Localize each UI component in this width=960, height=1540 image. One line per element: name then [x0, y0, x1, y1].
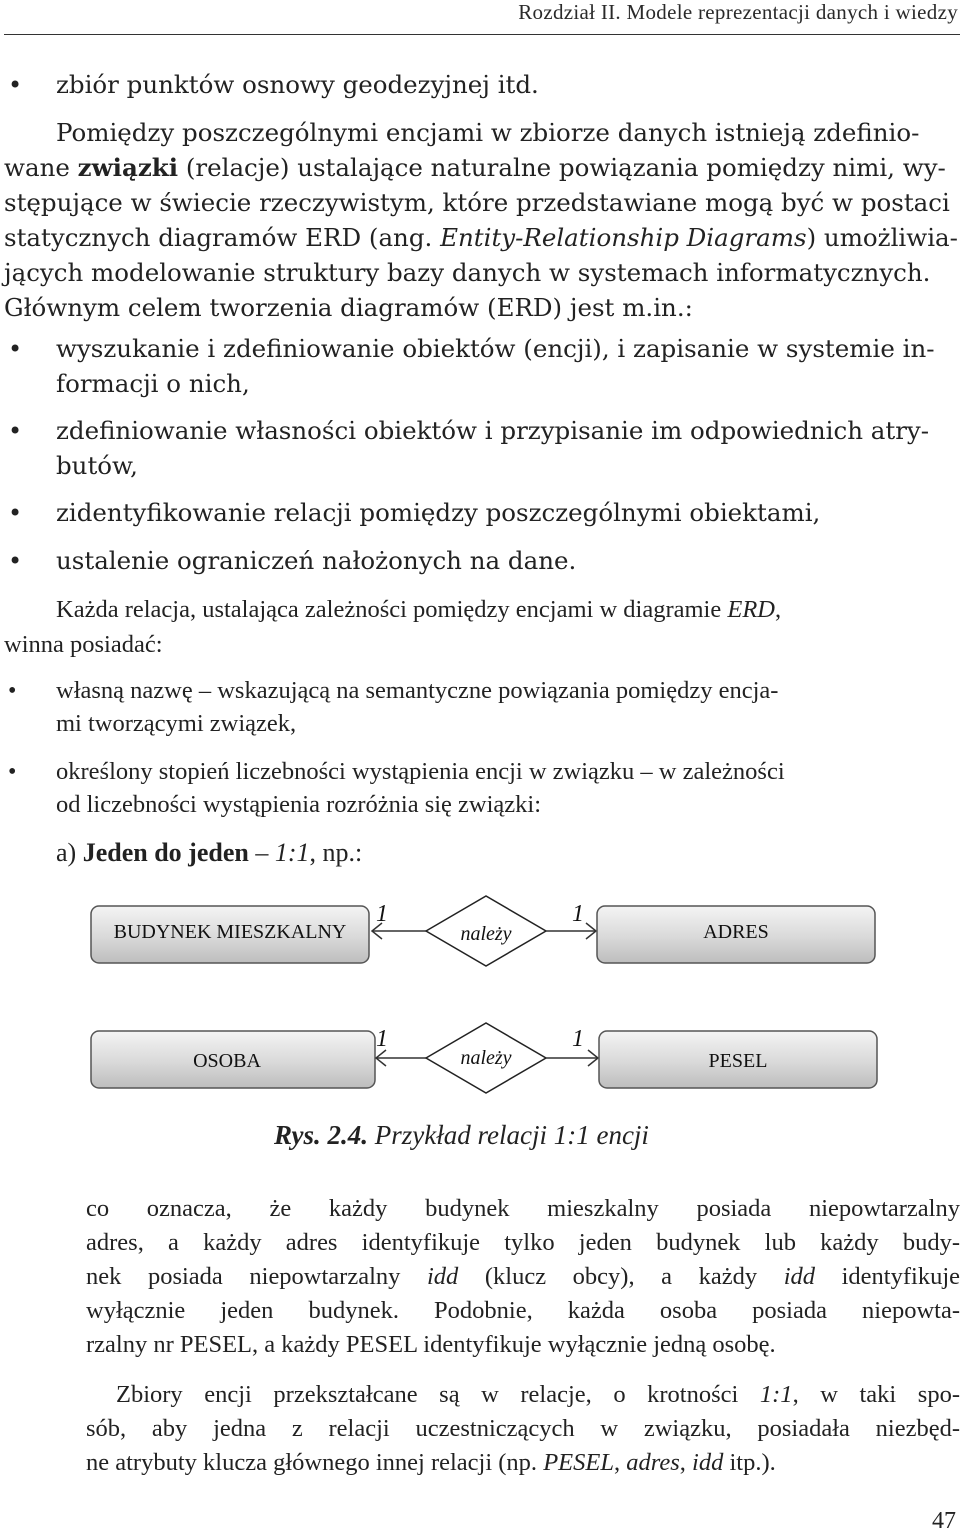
text-line: nek posiada niepowtarzalny idd (klucz obcy), a każdy idd identyfikuje	[86, 1263, 960, 1290]
text-line: adres, a każdy adres identyfikuje tylko jeden budynek lub każdy budy-	[86, 1229, 960, 1256]
text-line: Zbiory encji przekształcane są w relacje, o krotności 1:1, w taki spo-	[116, 1381, 960, 1408]
list-item: ustalenie ograniczeń nałożonych na dane.	[56, 546, 577, 575]
list-item: własną nazwę – wskazującą na semantyczne powiązania pomiędzy encja-	[56, 677, 779, 704]
term-bold: związki	[77, 153, 179, 182]
sub-heading-one-to-one: a) Jeden do jeden – 1:1, np.:	[56, 838, 363, 867]
list-item-text: zbiór punktów osnowy geodezyjnej itd.	[56, 70, 539, 99]
list-item	[56, 68, 539, 102]
text-line: rzalny nr PESEL, a każdy PESEL identyfikuje wyłącznie jedną osobę.	[86, 1331, 776, 1358]
text-line: jących modelowanie struktury bazy danych w systemach informatycznych.	[4, 258, 931, 287]
cardinality-left: 1	[376, 1026, 388, 1052]
header-rule	[4, 34, 960, 35]
text-line: statycznych diagramów ERD (ang. Entity-Relationship Diagrams) umożliwia-	[4, 223, 958, 252]
text-line: mi tworzącymi związek,	[56, 710, 297, 737]
text-line: Pomiędzy poszczególnymi encjami w zbiorze danych istnieją zdefinio-	[56, 118, 920, 147]
text-line: butów,	[56, 451, 138, 480]
entity-label-left: OSOBA	[193, 1050, 261, 1072]
er-row	[91, 896, 875, 966]
cardinality-right: 1	[572, 901, 584, 927]
text-line: stępujące w świecie rzeczywistym, które przedstawiane mogą być w postaci	[4, 188, 950, 217]
text-line: wyłącznie jeden budynek. Podobnie, każda osoba posiada niepowta-	[86, 1297, 960, 1324]
list-item: zidentyfikowanie relacji pomiędzy poszczególnymi obiektami,	[56, 498, 821, 527]
entity-label-left: BUDYNEK MIESZKALNY	[113, 921, 347, 943]
text-line: wane związki (relacje) ustalające naturalne powiązania pomiędzy nimi, wy-	[4, 153, 946, 182]
list-item: wyszukanie i zdefiniowanie obiektów (encji), i zapisanie w systemie in-	[56, 334, 935, 363]
text-line: formacji o nich,	[56, 369, 250, 398]
text-line: winna posiadać:	[4, 631, 163, 658]
term-italic: Entity-Relationship Diagrams	[440, 223, 807, 252]
cardinality-right: 1	[572, 1026, 584, 1052]
cardinality-left: 1	[376, 901, 388, 927]
figure-caption: Rys. 2.4. Przykład relacji 1:1 encji	[274, 1120, 649, 1150]
text-line: Głównym celem tworzenia diagramów (ERD) jest m.in.:	[4, 293, 693, 322]
entity-label-right: ADRES	[703, 921, 769, 943]
text-line: co oznacza, że każdy budynek mieszkalny posiada niepowtarzalny	[86, 1195, 960, 1222]
page-number: 47	[932, 1508, 956, 1534]
text-line: Każda relacja, ustalająca zależności pomiędzy encjami w diagramie ERD,	[56, 596, 782, 623]
running-header: Rozdział II. Modele reprezentacji danych i wiedzy	[518, 0, 958, 24]
list-item: zdefiniowanie własności obiektów i przypisanie im odpowiednich atry-	[56, 416, 930, 445]
text-line: sób, aby jedna z relacji uczestniczących w związku, posiadała niezbęd-	[86, 1415, 960, 1442]
list-item: określony stopień liczebności wystąpienia encji w związku – w zależności	[56, 758, 785, 785]
er-row	[91, 1023, 877, 1093]
text-line: od liczebności wystąpienia rozróżnia się związki:	[56, 791, 542, 818]
entity-label-right: PESEL	[708, 1050, 768, 1072]
relationship-label: należy	[460, 1047, 512, 1069]
text-line: ne atrybuty klucza głównego innej relacji (np. PESEL, adres, idd itp.).	[86, 1449, 776, 1476]
er-diagram	[80, 880, 890, 1130]
relationship-label: należy	[460, 923, 512, 945]
